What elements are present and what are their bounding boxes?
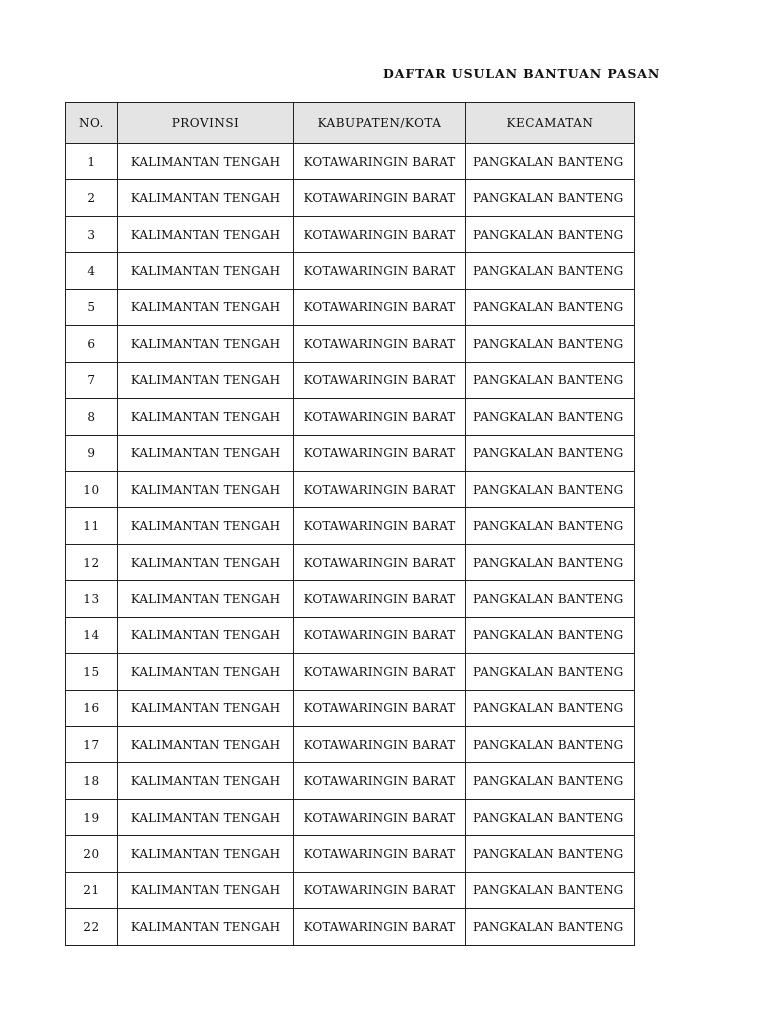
table-row [66,544,635,580]
cell-kabupaten-kota: KOTAWARINGIN BARAT [294,690,466,726]
cell-no: 11 [66,508,118,544]
table-row [66,435,635,471]
cell-provinsi: KALIMANTAN TENGAH [118,362,294,398]
cell-kecamatan: PANGKALAN BANTENG [466,690,635,726]
cell-no: 9 [66,435,118,471]
cell-kabupaten-kota: KOTAWARINGIN BARAT [294,617,466,653]
cell-kabupaten-kota: KOTAWARINGIN BARAT [294,216,466,252]
cell-no: 13 [66,581,118,617]
cell-kecamatan: PANGKALAN BANTENG [466,362,635,398]
cell-kabupaten-kota: KOTAWARINGIN BARAT [294,180,466,216]
header-no: NO. [66,103,118,144]
cell-kecamatan: PANGKALAN BANTENG [466,617,635,653]
table-header [66,103,635,144]
cell-kecamatan: PANGKALAN BANTENG [466,471,635,507]
cell-no: 4 [66,253,118,289]
cell-kecamatan: PANGKALAN BANTENG [466,763,635,799]
table-row [66,727,635,763]
cell-no: 10 [66,471,118,507]
cell-kabupaten-kota: KOTAWARINGIN BARAT [294,253,466,289]
table-row [66,872,635,908]
cell-no: 15 [66,654,118,690]
cell-kecamatan: PANGKALAN BANTENG [466,180,635,216]
cell-kabupaten-kota: KOTAWARINGIN BARAT [294,836,466,872]
cell-provinsi: KALIMANTAN TENGAH [118,654,294,690]
cell-kabupaten-kota: KOTAWARINGIN BARAT [294,362,466,398]
cell-kabupaten-kota: KOTAWARINGIN BARAT [294,289,466,325]
cell-provinsi: KALIMANTAN TENGAH [118,836,294,872]
cell-no: 12 [66,544,118,580]
cell-provinsi: KALIMANTAN TENGAH [118,763,294,799]
cell-kabupaten-kota: KOTAWARINGIN BARAT [294,581,466,617]
cell-kecamatan: PANGKALAN BANTENG [466,727,635,763]
cell-no: 6 [66,326,118,362]
table-row [66,617,635,653]
cell-provinsi: KALIMANTAN TENGAH [118,435,294,471]
cell-no: 14 [66,617,118,653]
cell-provinsi: KALIMANTAN TENGAH [118,471,294,507]
cell-kecamatan: PANGKALAN BANTENG [466,836,635,872]
cell-no: 8 [66,399,118,435]
cell-provinsi: KALIMANTAN TENGAH [118,508,294,544]
cell-kabupaten-kota: KOTAWARINGIN BARAT [294,399,466,435]
table-row [66,216,635,252]
cell-no: 7 [66,362,118,398]
cell-kecamatan: PANGKALAN BANTENG [466,289,635,325]
cell-kecamatan: PANGKALAN BANTENG [466,399,635,435]
cell-no: 2 [66,180,118,216]
cell-kabupaten-kota: KOTAWARINGIN BARAT [294,872,466,908]
header-kecamatan: KECAMATAN [466,103,635,144]
cell-kecamatan: PANGKALAN BANTENG [466,253,635,289]
table-row [66,289,635,325]
cell-no: 21 [66,872,118,908]
cell-no: 18 [66,763,118,799]
cell-kabupaten-kota: KOTAWARINGIN BARAT [294,763,466,799]
cell-no: 5 [66,289,118,325]
table-row [66,180,635,216]
table-row [66,508,635,544]
cell-provinsi: KALIMANTAN TENGAH [118,289,294,325]
cell-provinsi: KALIMANTAN TENGAH [118,799,294,835]
cell-kabupaten-kota: KOTAWARINGIN BARAT [294,654,466,690]
table-row [66,471,635,507]
cell-kabupaten-kota: KOTAWARINGIN BARAT [294,435,466,471]
header-row [66,103,635,144]
cell-kecamatan: PANGKALAN BANTENG [466,581,635,617]
table-row [66,836,635,872]
cell-kabupaten-kota: KOTAWARINGIN BARAT [294,144,466,180]
cell-kecamatan: PANGKALAN BANTENG [466,508,635,544]
table-row [66,362,635,398]
cell-no: 22 [66,909,118,945]
cell-no: 19 [66,799,118,835]
table-row [66,399,635,435]
cell-kecamatan: PANGKALAN BANTENG [466,872,635,908]
cell-kecamatan: PANGKALAN BANTENG [466,799,635,835]
cell-kecamatan: PANGKALAN BANTENG [466,544,635,580]
cell-kecamatan: PANGKALAN BANTENG [466,216,635,252]
cell-kecamatan: PANGKALAN BANTENG [466,909,635,945]
table-row [66,326,635,362]
cell-provinsi: KALIMANTAN TENGAH [118,872,294,908]
table-row [66,581,635,617]
table-body [66,144,635,946]
usulan-table [65,102,635,946]
cell-no: 1 [66,144,118,180]
cell-provinsi: KALIMANTAN TENGAH [118,727,294,763]
cell-provinsi: KALIMANTAN TENGAH [118,581,294,617]
cell-provinsi: KALIMANTAN TENGAH [118,326,294,362]
cell-provinsi: KALIMANTAN TENGAH [118,180,294,216]
cell-kabupaten-kota: KOTAWARINGIN BARAT [294,326,466,362]
cell-kecamatan: PANGKALAN BANTENG [466,435,635,471]
document-title: DAFTAR USULAN BANTUAN PASAN [383,66,661,81]
cell-no: 16 [66,690,118,726]
table-row [66,909,635,945]
header-provinsi: PROVINSI [118,103,294,144]
cell-no: 20 [66,836,118,872]
table-row [66,763,635,799]
cell-no: 17 [66,727,118,763]
cell-provinsi: KALIMANTAN TENGAH [118,544,294,580]
cell-kecamatan: PANGKALAN BANTENG [466,144,635,180]
cell-kabupaten-kota: KOTAWARINGIN BARAT [294,799,466,835]
cell-provinsi: KALIMANTAN TENGAH [118,617,294,653]
cell-kabupaten-kota: KOTAWARINGIN BARAT [294,508,466,544]
cell-kabupaten-kota: KOTAWARINGIN BARAT [294,727,466,763]
table-row [66,690,635,726]
cell-provinsi: KALIMANTAN TENGAH [118,399,294,435]
cell-kabupaten-kota: KOTAWARINGIN BARAT [294,471,466,507]
cell-provinsi: KALIMANTAN TENGAH [118,909,294,945]
table-row [66,799,635,835]
cell-provinsi: KALIMANTAN TENGAH [118,216,294,252]
header-kabupaten-kota: KABUPATEN/KOTA [294,103,466,144]
cell-no: 3 [66,216,118,252]
cell-provinsi: KALIMANTAN TENGAH [118,253,294,289]
table-row [66,144,635,180]
cell-kecamatan: PANGKALAN BANTENG [466,326,635,362]
cell-provinsi: KALIMANTAN TENGAH [118,144,294,180]
cell-kabupaten-kota: KOTAWARINGIN BARAT [294,544,466,580]
cell-provinsi: KALIMANTAN TENGAH [118,690,294,726]
table-row [66,253,635,289]
cell-kecamatan: PANGKALAN BANTENG [466,654,635,690]
cell-kabupaten-kota: KOTAWARINGIN BARAT [294,909,466,945]
table-row [66,654,635,690]
